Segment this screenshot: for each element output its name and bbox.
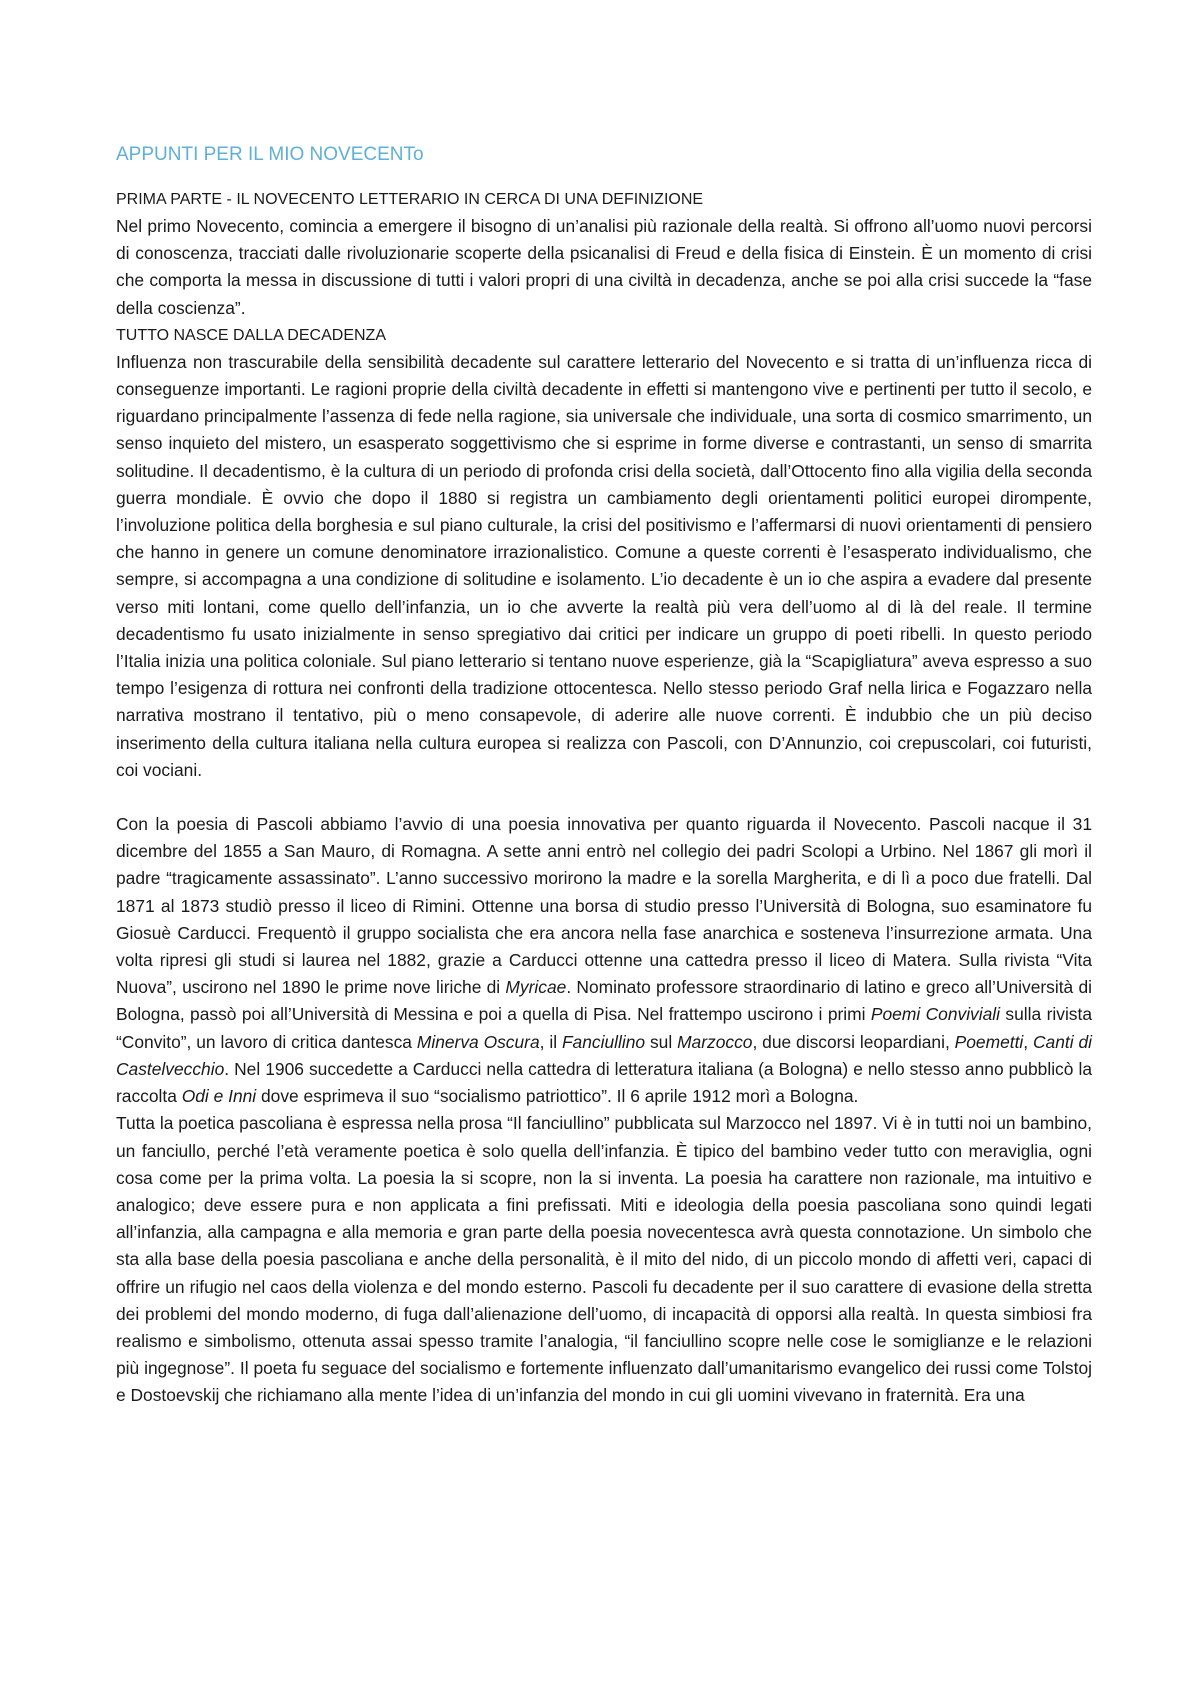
text-run: , xyxy=(1023,1031,1033,1052)
section-heading-prima-parte: PRIMA PARTE - IL NOVECENTO LETTERARIO IN CERCA DI UNA DEFINIZIONE xyxy=(116,191,704,208)
title-minerva-oscura: Minerva Oscura xyxy=(416,1031,540,1052)
title-odi-inni: Odi e Inni xyxy=(181,1086,257,1107)
text-run: . Nominato professore straordinario di latino e greco all’Università di Bologna, passò poi all’Università di Messina e poi a quella di Pisa. Nel frattempo uscirono i primi xyxy=(116,977,1092,1025)
text-run: . Nel 1906 succedette a Carducci nella cattedra di letteratura italiana (a Bologna) e nello stesso anno pubblicò la raccolta xyxy=(116,1058,1092,1107)
title-marzocco: Marzocco xyxy=(677,1031,753,1052)
paragraph-pascoli-poetica: Tutta la poetica pascoliana è espressa nella prosa “Il fanciullino” pubblicata sul Marzocco nel 1897. Vi è in tutti noi un bambino, un fanciullo, perché l’età veramente poetica è solo quella dell’infanzia. È tipico del bambino veder tutto con meraviglia, ogni cosa come per la prima volta. La poesia la si scopre, non la si inventa. La poesia ha carattere non razionale, ma intuitivo e analogico; deve essere pura e non applicata a fini prefissati. Miti e ideologia della poesia pascoliana sono quindi legati all’infanzia, alla campagna e alla memoria e gran parte della poesia novecentesca avrà questa connotazione. Un simbolo che sta alla base della poesia pascoliana e anche della personalità, è il mito del nido, di un piccolo mondo di affetti veri, capaci di offrire un rifugio nel caos della violenza e del mondo esterno. Pascoli fu decadente per il suo carattere di evasione della stretta dei problemi del mondo moderno, di fuga dall’alienazione dell’uomo, di incapacità di opporsi alla realtà. In questa simbiosi fra realismo e simbolismo, ottenuta assai spesso tramite l’analogia, “il fanciullino scopre nelle cose le somiglianze e le relazioni più ingegnose”. Il poeta fu seguace del socialismo e fortemente influenzato dall’umanitarismo evangelico dei russi come Tolstoj e Dostoevskij che richiamano alla mente l’idea di un’infanzia del mondo in cui gli uomini vivevano in fraternità. Era una xyxy=(116,1113,1092,1406)
document-page xyxy=(116,144,1092,1410)
text-run: sulla rivista “Convito”, un lavoro di critica dantesca xyxy=(116,1004,1093,1052)
title-poemetti: Poemetti xyxy=(954,1031,1024,1052)
text-run: , due discorsi leopardiani, xyxy=(752,1031,955,1052)
text-run: sul xyxy=(645,1031,678,1052)
title-poemi-conviviali: Poemi Conviviali xyxy=(870,1004,1001,1025)
paragraph-prima-parte: Nel primo Novecento, comincia a emergere il bisogno di un’analisi più razionale della realtà. Si offrono all’uomo nuovi percorsi di conoscenza, tracciati dalle rivoluzionarie scoperte della psicanalisi di Freud e della fisica di Einstein. È un momento di crisi che comporta la messa in discussione di tutti i valori propri di una civiltà in decadenza, anche se poi alla crisi succede la “fase della coscienza”. xyxy=(116,216,1092,318)
section-heading-decadenza: TUTTO NASCE DALLA DECADENZA xyxy=(116,326,386,344)
paragraph-pascoli-biografia xyxy=(116,811,1092,1110)
text-run: dove esprimeva il suo “socialismo patriottico”. Il 6 aprile 1912 morì a Bologna. xyxy=(256,1086,859,1107)
document-title: APPUNTI PER IL MIO NOVECENTo xyxy=(116,144,424,165)
text-run: Con la poesia di Pascoli abbiamo l’avvio di una poesia innovativa per quanto riguarda il Novecento. Pascoli nacque il 31 dicembre del 1855 a San Mauro, di Romagna. A sette anni entrò nel collegio dei padri Scolopi a Urbino. Nel 1867 gli morì il padre “tragicamente assassinato”. L’anno successivo morirono la madre e la sorella Margherita, e di lì a poco due fratelli. Dal 1871 al 1873 studiò presso il liceo di Rimini. Ottenne una borsa di studio presso l’Università di Bologna, suo esaminatore fu Giosuè Carducci. Frequentò il gruppo socialista che era ancora nella fase anarchica e sosteneva l’insurrezione armata. Una volta ripresi gli studi si laurea nel 1882, grazie a Carducci ottenne una cattedra presso il liceo di Matera. Sulla rivista “Vita Nuova”, uscirono nel 1890 le prime nove liriche di xyxy=(116,814,1092,998)
paragraph-spacer xyxy=(116,784,1092,811)
title-myricae: Myricae xyxy=(505,977,567,998)
title-canti-castelvecchio: Canti di Castelvecchio xyxy=(116,1031,1093,1079)
text-run: , il xyxy=(539,1031,562,1052)
paragraph-decadenza: Influenza non trascurabile della sensibilità decadente sul carattere letterario del Novecento e si tratta di un’influenza ricca di conseguenze importanti. Le ragioni proprie della civiltà decadente in effetti si mantengono vive e pertinenti per tutto il secolo, e riguardano principalmente l’assenza di fede nella ragione, sia universale che individuale, una sorta di cosmico smarrimento, un senso inquieto del mistero, un esasperato soggettivismo che si esprime in forme diverse e contrastanti, un senso di smarrita solitudine. Il decadentismo, è la cultura di un periodo di profonda crisi della società, dall’Ottocento fino alla vigilia della seconda guerra mondiale. È ovvio che dopo il 1880 si registra un cambiamento degli orientamenti politici europei dirompente, l’involuzione politica della borghesia e sul piano culturale, la crisi del positivismo e l’affermarsi di nuovi orientamenti di pensiero che hanno in genere un comune denominatore irrazionalistico. Comune a queste correnti è l’esasperato individualismo, che sempre, si accompagna a una condizione di solitudine e isolamento. L’io decadente è un io che aspira a evadere dal presente verso miti lontani, come quello dell’infanzia, un io che avverte la realtà più vera dell’uomo al di là del reale. Il termine decadentismo fu usato inizialmente in senso spregiativo dai critici per indicare un gruppo di poeti ribelli. In questo periodo l’Italia inizia una politica coloniale. Sul piano letterario si tentano nuove esperienze, già la “Scapigliatura” aveva espresso a suo tempo l’esigenza di rottura nei confronti della tradizione ottocentesca. Nello stesso periodo Graf nella lirica e Fogazzaro nella narrativa mostrano il tentativo, più o meno consapevole, di aderire alle nuove correnti. È indubbio che un più deciso inserimento della cultura italiana nella cultura europea si realizza con Pascoli, con D’Annunzio, coi crepuscolari, coi futuristi, coi vociani. xyxy=(116,351,1092,780)
title-fanciullino: Fanciullino xyxy=(561,1031,646,1052)
